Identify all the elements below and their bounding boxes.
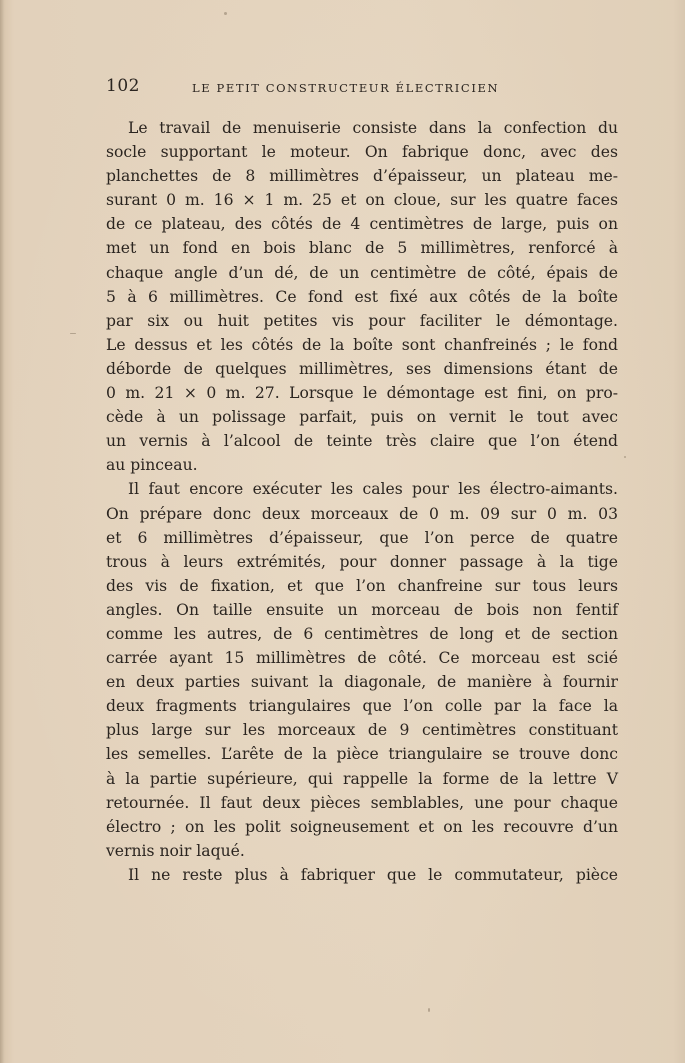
running-title: LE PETIT CONSTRUCTEUR ÉLECTRICIEN bbox=[192, 81, 500, 95]
paper-speck bbox=[70, 333, 76, 334]
text-line: des vis de fixation, et que l’on chanfreine sur tous leurs bbox=[106, 576, 618, 595]
page-left-edge bbox=[0, 0, 4, 1063]
text-line: angles. On taille ensuite un morceau de bois non fentif bbox=[106, 600, 618, 619]
text-line: plus large sur les morceaux de 9 centimètres constituant bbox=[106, 721, 618, 740]
text-line: met un fond en bois blanc de 5 millimètres, renforcé à bbox=[106, 239, 618, 258]
page-number: 102 bbox=[106, 76, 140, 96]
page-header bbox=[106, 74, 618, 104]
text-line: un vernis à l’alcool de teinte très claire que l’on étend bbox=[106, 432, 618, 451]
text-line: au pinceau. bbox=[106, 456, 198, 475]
text-line: Il faut encore exécuter les cales pour les électro-aimants. bbox=[128, 480, 618, 499]
text-line: Il ne reste plus à fabriquer que le commutateur, pièce bbox=[128, 865, 618, 884]
text-line: surant 0 m. 16 × 1 m. 25 et on cloue, sur les quatre faces bbox=[106, 191, 618, 210]
text-line: comme les autres, de 6 centimètres de long et de section bbox=[106, 624, 618, 643]
text-line: carrée ayant 15 millimètres de côté. Ce morceau est scié bbox=[106, 649, 618, 668]
text-line: électro ; on les polit soigneusement et on les recouvre d’un bbox=[106, 817, 618, 836]
paper-speck bbox=[624, 456, 626, 458]
text-line: vernis noir laqué. bbox=[106, 841, 245, 860]
text-line: retournée. Il faut deux pièces semblables, une pour chaque bbox=[106, 793, 618, 812]
text-line: planchettes de 8 millimètres d’épaisseur, un plateau me- bbox=[106, 167, 618, 186]
text-line: à la partie supérieure, qui rappelle la forme de la lettre V bbox=[106, 769, 618, 788]
text-line: deux fragments triangulaires que l’on colle par la face la bbox=[106, 697, 618, 716]
text-line: déborde de quelques millimètres, ses dimensions étant de bbox=[106, 359, 618, 378]
text-line: On prépare donc deux morceaux de 0 m. 09 sur 0 m. 03 bbox=[106, 504, 618, 523]
text-line: 5 à 6 millimètres. Ce fond est fixé aux côtés de la boîte bbox=[106, 287, 618, 306]
text-line: de ce plateau, des côtés de 4 centimètres de large, puis on bbox=[106, 215, 618, 234]
text-line: en deux parties suivant la diagonale, de manière à fournir bbox=[106, 673, 618, 692]
text-line: Le travail de menuiserie consiste dans la confection du bbox=[128, 119, 618, 137]
text-line: chaque angle d’un dé, de un centimètre de côté, épais de bbox=[106, 263, 618, 282]
page-right-edge bbox=[673, 0, 685, 1063]
paper-speck bbox=[428, 1008, 430, 1012]
text-line: cède à un polissage parfait, puis on vernit le tout avec bbox=[106, 408, 618, 427]
text-line: par six ou huit petites vis pour faciliter le démontage. bbox=[106, 311, 618, 330]
text-line: 0 m. 21 × 0 m. 27. Lorsque le démontage est fini, on pro- bbox=[106, 384, 618, 403]
text-line: et 6 millimètres d’épaisseur, que l’on perce de quatre bbox=[106, 528, 618, 547]
text-line: trous à leurs extrémités, pour donner passage à la tige bbox=[106, 552, 618, 571]
paper-speck bbox=[224, 12, 227, 15]
text-line: socle supportant le moteur. On fabrique donc, avec des bbox=[106, 143, 618, 162]
text-line: Le dessus et les côtés de la boîte sont chanfreinés ; le fond bbox=[106, 335, 618, 354]
text-line: les semelles. L’arête de la pièce triangulaire se trouve donc bbox=[106, 745, 618, 764]
body-text bbox=[106, 116, 618, 887]
